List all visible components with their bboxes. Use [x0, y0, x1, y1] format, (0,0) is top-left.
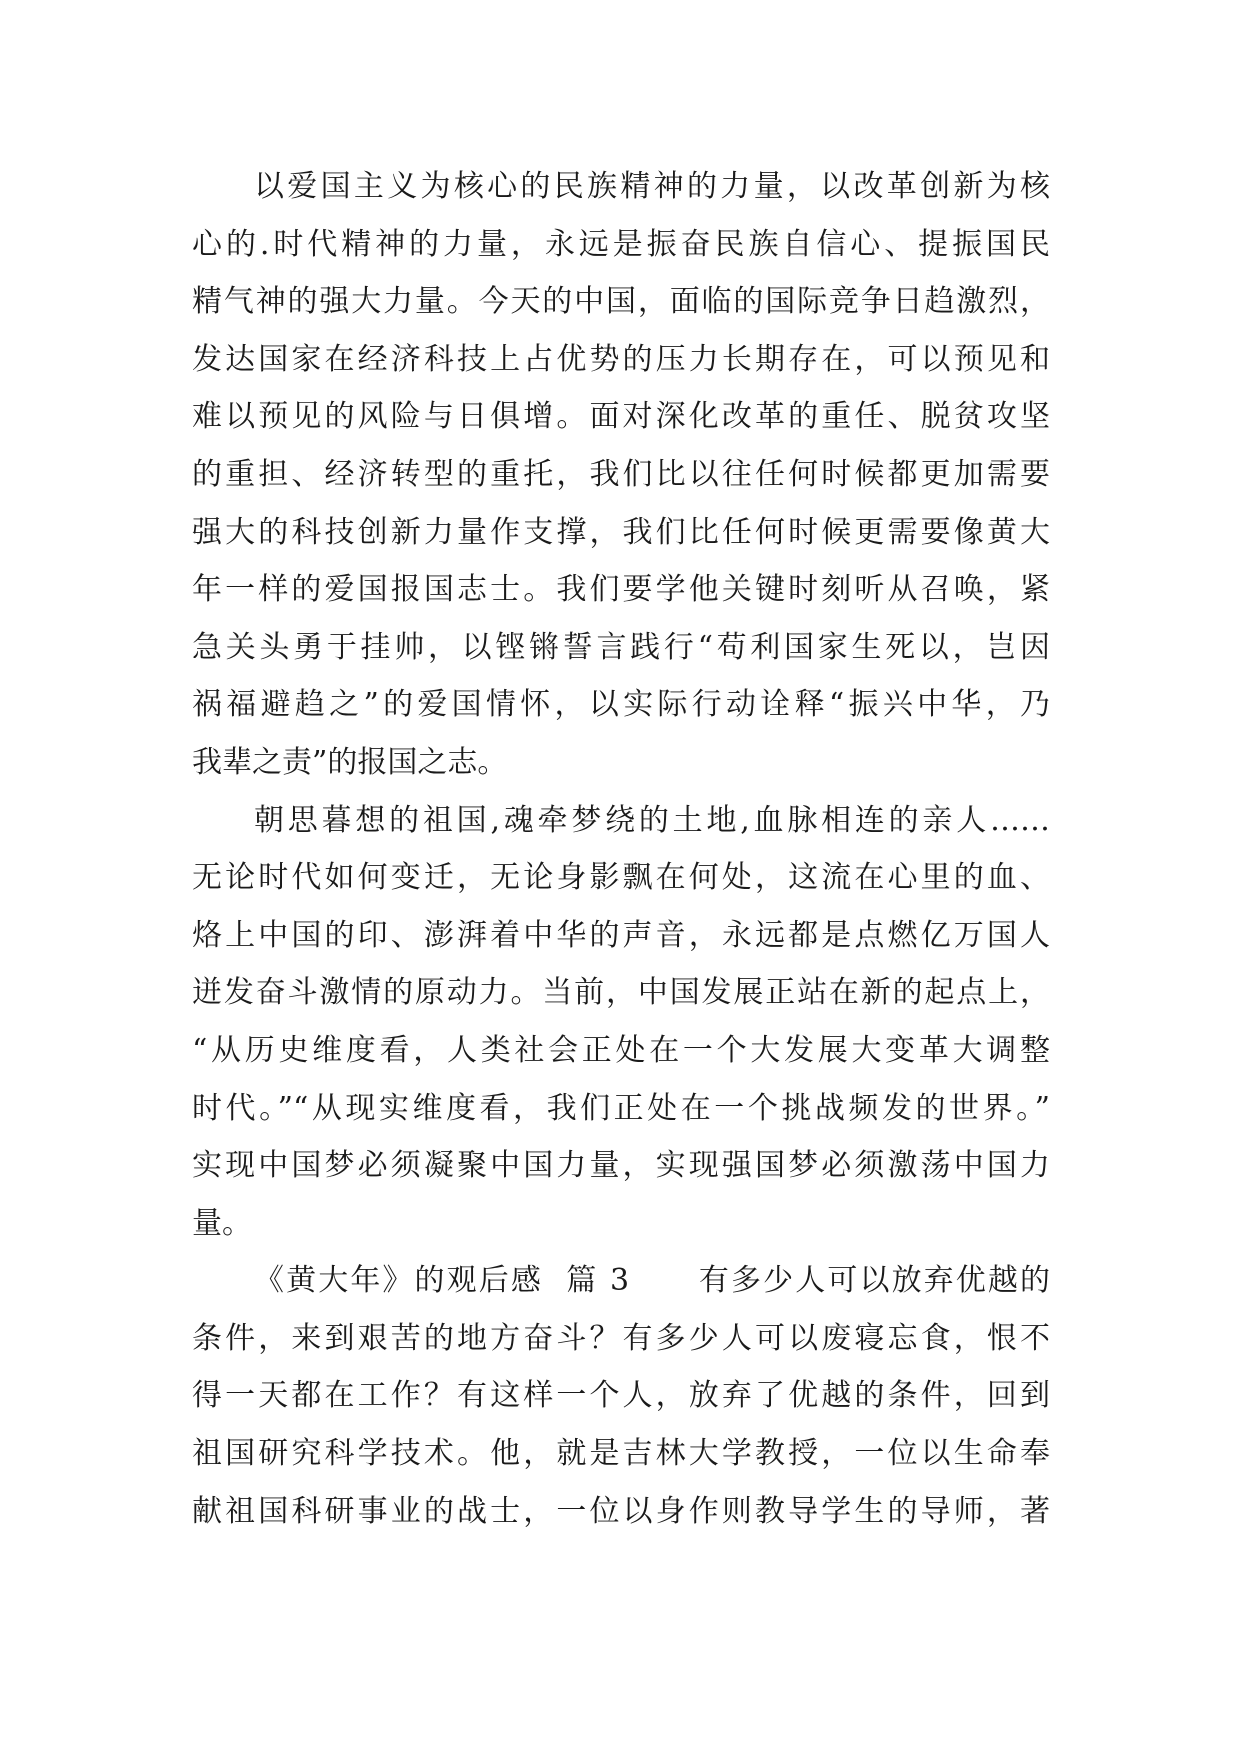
text-line: 祖国研究科学技术。他，就是吉林大学教授，一位以生命奉 [192, 1436, 1050, 1472]
text-line: 无论时代如何变迁，无论身影飘在何处，这流在心里的血、 [192, 860, 1050, 896]
text-line: 精气神的强大力量。今天的中国，面临的国际竞争日趋激烈， [192, 284, 1050, 320]
paragraph-2 [192, 792, 1050, 1253]
text-line: 强大的科技创新力量作支撑，我们比任何时候更需要像黄大 [192, 514, 1050, 550]
paragraph-1 [192, 158, 1050, 792]
paragraph-3 [192, 1252, 1050, 1540]
text-line: “从历史维度看，人类社会正处在一个大发展大变革大调整 [192, 1032, 1050, 1068]
text-line: 迸发奋斗激情的原动力。当前，中国发展正站在新的起点上， [192, 975, 1050, 1011]
text-line: 量。 [192, 1205, 252, 1241]
text-line: 得一天都在工作？有这样一个人，放弃了优越的条件，回到 [192, 1378, 1050, 1414]
text-line: 朝思暮想的祖国,魂牵梦绕的土地,血脉相连的亲人…… [254, 802, 1050, 838]
text-line: 献祖国科研事业的战士，一位以身作则教导学生的导师，著 [192, 1493, 1050, 1529]
text-line: 祸福避趋之”的爱国情怀，以实际行动诠释“振兴中华，乃 [192, 687, 1050, 723]
text-line: 烙上中国的印、澎湃着中华的声音，永远都是点燃亿万国人 [192, 917, 1050, 953]
text-line: 急关头勇于挂帅，以铿锵誓言践行“苟利国家生死以，岂因 [192, 629, 1050, 665]
text-line: 《黄大年》的观后感 篇 3 有多少人可以放弃优越的 [254, 1263, 1050, 1299]
text-line: 发达国家在经济科技上占优势的压力长期存在，可以预见和 [192, 341, 1050, 377]
text-line: 以爱国主义为核心的民族精神的力量，以改革创新为核 [254, 169, 1050, 204]
text-line: 的重担、经济转型的重托，我们比以往任何时候都更加需要 [192, 456, 1050, 492]
text-line: 时代。”“从现实维度看，我们正处在一个挑战频发的世界。” [192, 1090, 1050, 1126]
text-line: 心的.时代精神的力量，永远是振奋民族自信心、提振国民 [192, 226, 1050, 262]
document-body [192, 158, 1050, 1540]
text-line: 难以预见的风险与日俱增。面对深化改革的重任、脱贫攻坚 [192, 399, 1050, 435]
text-line: 条件，来到艰苦的地方奋斗？有多少人可以废寝忘食，恨不 [192, 1320, 1050, 1356]
text-line: 我辈之责”的报国之志。 [192, 744, 508, 780]
text-line: 年一样的爱国报国志士。我们要学他关键时刻听从召唤，紧 [192, 572, 1050, 608]
text-line: 实现中国梦必须凝聚中国力量，实现强国梦必须激荡中国力 [192, 1148, 1050, 1184]
